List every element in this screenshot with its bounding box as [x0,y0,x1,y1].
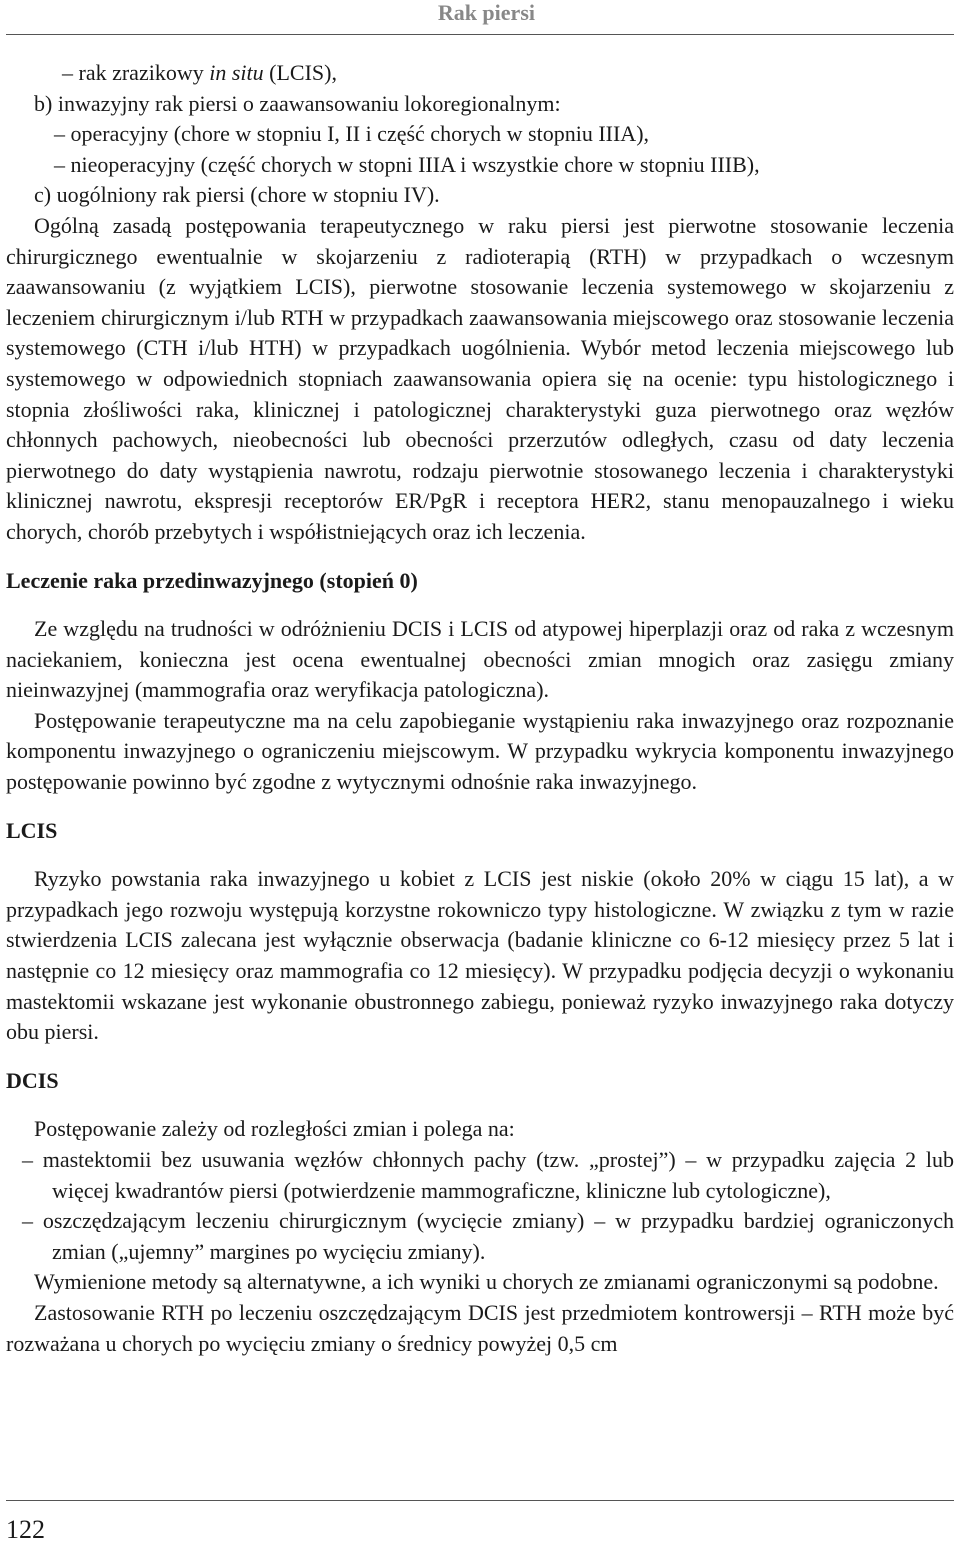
italic-term: in situ [209,60,264,85]
list-item-b2: – nieoperacyjny (część chorych w stopni IIIA i wszystkie chore w stopniu IIIB), [54,151,760,177]
paragraph-stage0-2: Postępowanie terapeutyczne ma na celu zapobieganie wystąpieniu raka inwazyjnego oraz rozpoznanie komponentu inwazyjnego o ograniczeniu miejscowym. W przypadku wykrycia komponentu inwazyjnego postępowanie powinno być zgodne z wytycznymi odnośnie raka inwazyjnego. [6,707,954,795]
page-number: 122 [6,1515,45,1544]
section-heading-stage-0: Leczenie raka przedinwazyjnego (stopień 0) [6,567,418,593]
header-rule [6,34,954,35]
paragraph-lcis: Ryzyko powstania raka inwazyjnego u kobiet z LCIS jest niskie (około 20% w ciągu 15 lat), a w przypadkach jego rozwoju występują korzystne rokowniczo typy histologiczne. W związku z tym w razie stwierdzenia LCIS zalecana jest wyłącznie obserwacja (badanie kliniczne co 6-12 miesięcy przez 5 lat i następnie co 12 miesięcy oraz mammografia co 12 miesięcy). W przypadku podjęcia decyzji o wykonaniu mastektomii wskazane jest wykonanie obustronnego zabiegu, ponieważ ryzyko inwazyjnego raka dotyczy obu piersi. [6,866,954,1045]
list-item-b: b) inwazyjny rak piersi o zaawansowaniu lokoregionalnym: [34,90,561,116]
paragraph-dcis-intro: Postępowanie zależy od rozległości zmian i polega na: [34,1116,515,1142]
section-heading-dcis: DCIS [6,1067,59,1093]
list-item-lcis [6,58,954,89]
list-item-text: (LCIS), [263,60,337,85]
paragraph-dcis-methods: Wymienione metody są alternatywne, a ich wyniki u chorych ze zmianami ograniczonymi są podobne. [34,1269,939,1295]
list-item-mastectomy: – mastektomii bez usuwania węzłów chłonnych pachy (tzw. „prostej”) – w przypadku zajęcia 2 lub więcej kwadrantów piersi (potwierdzenie mammograficzne, kliniczne lub cytologiczne), [22,1147,954,1203]
running-head: Rak piersi [437,0,535,25]
section-heading-lcis: LCIS [6,817,58,843]
list-item-c: c) uogólniony rak piersi (chore w stopniu IV). [34,182,440,208]
page-body [6,58,954,1359]
list-item-text: – rak zrazikowy [62,60,210,85]
paragraph-stage0-1: Ze względu na trudności w odróżnieniu DCIS i LCIS od atypowej hiperplazji oraz od raka z wczesnym naciekaniem, konieczna jest ocena ewentualnej obecności zmian mnogich oraz zasięgu zmiany nieinwazyjnej (mammografia oraz weryfikacja patologiczna). [6,616,954,703]
list-item-conserving-surgery: – oszczędzającym leczeniu chirurgicznym (wycięcie zmiany) – w przypadku bardziej ograniczonych zmian („ujemny” margines po wycięciu zmiany). [22,1208,954,1264]
footer-rule [6,1500,954,1501]
list-item-b1: – operacyjny (chore w stopniu I, II i część chorych w stopniu IIIA), [54,121,650,147]
paragraph-dcis-rth: Zastosowanie RTH po leczeniu oszczędzającym DCIS jest przedmiotem kontrowersji – RTH może być rozważana u chorych po wycięciu zmiany o średnicy powyżej 0,5 cm [6,1299,954,1356]
paragraph-general-principles: Ogólną zasadą postępowania terapeutycznego w raku piersi jest pierwotne stosowanie leczenia chirurgicznego ewentualnie w skojarzeniu z radioterapią (RTH) w przypadkach o wczesnym zaawansowaniu (z wyjątkiem LCIS), pierwotne stosowanie leczenia systemowego w skojarzeniu z leczeniem chirurgicznym i/lub RTH w przypadkach zaawansowania miejscowego oraz stosowanie leczenia systemowego (CTH i/lub HTH) w przypadkach uogólnienia. Wybór metod leczenia miejscowego lub systemowego w odpowiednich stopniach zaawansowania opiera się na ocenie: typu histologicznego i stopnia złośliwości raka, klinicznej i patologicznej charakterystyki guza pierwotnego oraz węzłów chłonnych pachowych, nieobecności lub obecności przerzutów odległych, czasu od daty leczenia pierwotnego do daty wystąpienia nawrotu, rodzaju pierwotnie stosowanego leczenia i charakterystyki klinicznej nawrotu, ekspresji receptorów ER/PgR i receptora HER2, stanu menopauzalnego i wieku chorych, chorób przebytych i współistniejących oraz ich leczenia. [6,212,954,544]
